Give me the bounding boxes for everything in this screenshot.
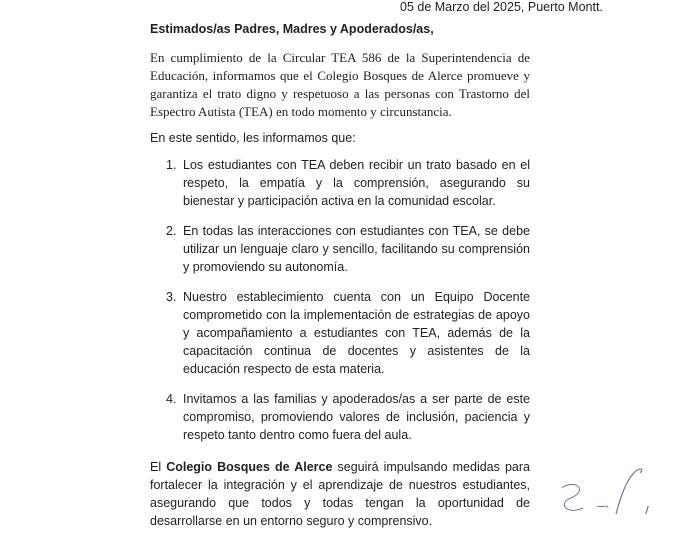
signature-icon [560, 448, 690, 514]
signature-stroke [597, 506, 608, 508]
info-list [150, 156, 530, 444]
lead-sentence: En este sentido, les informamos que: [150, 131, 356, 145]
list-item-text: Nuestro establecimiento cuenta con un Equipo Docente comprometido con la implementación de estrategias de apoyo y acompañamiento a estudiantes con TEA, además de la capacitación continua de docentes y asistentes de la educación respecto de esta materia. [183, 290, 530, 376]
list-item-number: 4. [166, 392, 177, 406]
school-name: Colegio Bosques de Alerce [166, 460, 333, 474]
list-item-number: 2. [166, 224, 177, 238]
date-place: 05 de Marzo del 2025, Puerto Montt. [400, 0, 603, 14]
signature-stroke [562, 484, 583, 510]
list-item [166, 390, 530, 444]
list-item [166, 156, 530, 210]
list-item [166, 222, 530, 276]
greeting: Estimados/as Padres, Madres y Apoderados/as, [150, 22, 434, 36]
signature-stroke [616, 469, 642, 514]
list-item-number: 3. [166, 290, 177, 304]
list-item-number: 1. [166, 158, 177, 172]
closing-rest: seguirá impulsando medidas para fortalecer la integración y el aprendizaje de nuestros estudiantes, asegurando que todos y todas tengan la oportunidad de desarrollarse en un entorno seguro y comprensivo. [150, 460, 530, 528]
list-item-text: Los estudiantes con TEA deben recibir un trato basado en el respeto, la empatía y la comprensión, asegurando su bienestar y participación activa en la comunidad escolar. [183, 158, 530, 208]
closing-paragraph [150, 458, 530, 530]
list-item-text: En todas las interacciones con estudiantes con TEA, se debe utilizar un lenguaje claro y sencillo, facilitando su comprensión y promoviendo su autonomía. [183, 224, 530, 274]
closing-prefix: El [150, 460, 167, 474]
list-item-text: Invitamos a las familias y apoderados/as a ser parte de este compromiso, promoviendo valores de inclusión, paciencia y respeto tanto dentro como fuera del aula. [183, 392, 530, 442]
intro-paragraph: En cumplimiento de la Circular TEA 586 de la Superintendencia de Educación, informamos que el Colegio Bosques de Alerce promueve y garantiza el trato digno y respetuoso a las personas con Trastorno del Espectro Autista (TEA) en todo momento y circunstancia. [150, 50, 530, 119]
signature-stroke [645, 506, 648, 514]
list-item [166, 288, 530, 378]
